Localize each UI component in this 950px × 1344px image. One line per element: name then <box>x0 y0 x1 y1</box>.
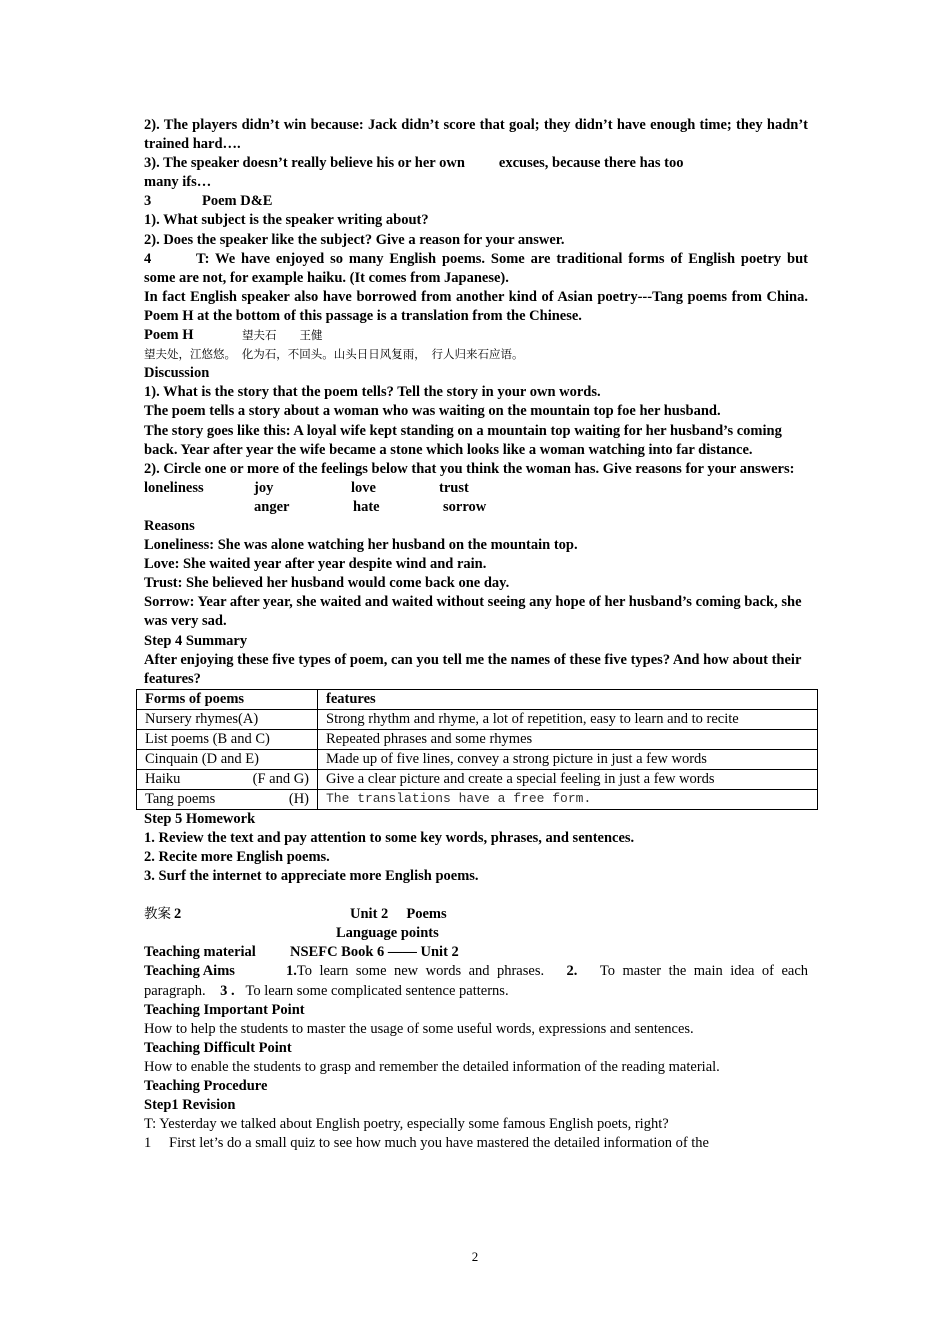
feelings-row-2: anger hate sorrow <box>254 498 487 515</box>
discussion-answer-1: The poem tells a story about a woman who was waiting on the mountain top foe her husband. <box>144 403 721 420</box>
table-cell-feature: The translations have a free form. <box>318 789 818 809</box>
table-cell-form: Nursery rhymes(A) <box>137 709 318 729</box>
lesson-plan-2-heading: 教案 2 Unit 2 Poems <box>144 906 447 923</box>
homework-item-1: 1. Review the text and pay attention to some key words, phrases, and sentences. <box>144 829 635 846</box>
tang-poems-intro: In fact English speaker also have borrowed from another kind of Asian poetry---Tang poems from China. Poem H at the bottom of this passage is a translation from the Chinese. <box>144 288 808 324</box>
reasons-heading: Reasons <box>144 517 195 534</box>
table-cell-form: Cinquain (D and E) <box>137 749 318 769</box>
table-row <box>137 749 818 769</box>
table-header-features: features <box>318 689 818 709</box>
poem-h-heading: Poem H 望夫石 王健 <box>144 327 323 344</box>
answer-2: 2). The players didn’t win because: Jack didn’t score that goal; they didn’t have enough time; they hadn’t trained hard…. <box>144 117 808 153</box>
teaching-aims: Teaching Aims 1.To learn some new words and phrases. 2. To master the main idea of each paragraph. 3 . To learn some complicated sentence patterns. <box>144 963 809 999</box>
reason-trust: Trust: She believed her husband would come back one day. <box>144 575 510 592</box>
table-row <box>137 709 818 729</box>
table-row <box>137 729 818 749</box>
difficult-point-text: How to enable the students to grasp and remember the detailed information of the reading material. <box>144 1058 720 1075</box>
step-1-teacher-text: T: Yesterday we talked about English poetry, especially some famous English poets, right? <box>144 1116 669 1133</box>
answer-3: 3). The speaker doesn’t really believe his or her own excuses, because there has too <box>144 155 684 172</box>
table-cell-feature: Repeated phrases and some rhymes <box>318 729 818 749</box>
discussion-heading: Discussion <box>144 365 210 382</box>
important-point-text: How to help the students to master the usage of some useful words, expressions and sentences. <box>144 1020 694 1037</box>
feelings-row-1: loneliness joy love trust <box>144 479 469 496</box>
step-5-heading: Step 5 Homework <box>144 810 256 827</box>
step-4-heading: Step 4 Summary <box>144 632 248 649</box>
table-row <box>137 769 818 789</box>
discussion-question-2: 2). Circle one or more of the feelings below that you think the woman has. Give reasons for your answers: <box>144 460 795 477</box>
step-4-question: After enjoying these five types of poem, can you tell me the names of these five types? And how about their features? <box>144 651 802 687</box>
table-header-forms: Forms of poems <box>137 689 318 709</box>
question-1: 1). What subject is the speaker writing about? <box>144 212 429 229</box>
important-point-heading: Teaching Important Point <box>144 1001 305 1018</box>
reason-sorrow: Sorrow: Year after year, she waited and waited without seeing any hope of her husband’s coming back, she was very sad. <box>144 594 802 630</box>
procedure-heading: Teaching Procedure <box>144 1078 268 1095</box>
table-row <box>137 789 818 809</box>
reason-love: Love: She waited year after year despite wind and rain. <box>144 556 487 573</box>
page-number: 2 <box>471 1249 479 1264</box>
teacher-note-4: 4 T: We have enjoyed so many English poems. Some are traditional forms of English poetry but some are not, for example haiku. (It comes from Japanese). <box>144 250 808 286</box>
poem-h-chinese-text: 望夫处，江悠悠。 化为石，不回头。山头日日风复雨， 行人归来石应语。 <box>144 347 524 362</box>
discussion-answer-story: The story goes like this: A loyal wife kept standing on a mountain top waiting for her husband’s coming back. Year after year the wife became a stone which looks like a woman watching into far distance. <box>144 422 782 458</box>
step-1-item-1: 1 First let’s do a small quiz to see how much you have mastered the detailed information of the <box>144 1135 709 1152</box>
teaching-material: Teaching material NSEFC Book 6 —— Unit 2 <box>144 944 459 961</box>
lesson-plan-subtitle: Language points <box>336 925 439 942</box>
table-cell-feature: Made up of five lines, convey a strong picture in just a few words <box>318 749 818 769</box>
poem-de-heading: 3 Poem D&E <box>144 193 273 210</box>
table-cell-feature: Give a clear picture and create a special feeling in just a few words <box>318 769 818 789</box>
document-body <box>144 116 808 1153</box>
reason-loneliness: Loneliness: She was alone watching her husband on the mountain top. <box>144 537 578 554</box>
step-1-heading: Step1 Revision <box>144 1097 236 1114</box>
poem-forms-table <box>136 689 818 810</box>
question-2: 2). Does the speaker like the subject? Give a reason for your answer. <box>144 231 565 248</box>
homework-item-2: 2. Recite more English poems. <box>144 849 330 865</box>
table-cell-form: Haiku (F and G) <box>137 769 318 789</box>
table-header-row <box>137 689 818 709</box>
answer-3-cont: many ifs… <box>144 174 212 191</box>
table-cell-form: Tang poems (H) <box>137 789 318 809</box>
difficult-point-heading: Teaching Difficult Point <box>144 1039 292 1056</box>
table-cell-feature: Strong rhythm and rhyme, a lot of repetition, easy to learn and to recite <box>318 709 818 729</box>
table-cell-form: List poems (B and C) <box>137 729 318 749</box>
homework-item-3: 3. Surf the internet to appreciate more English poems. <box>144 868 479 885</box>
discussion-question-1: 1). What is the story that the poem tells? Tell the story in your own words. <box>144 384 601 401</box>
